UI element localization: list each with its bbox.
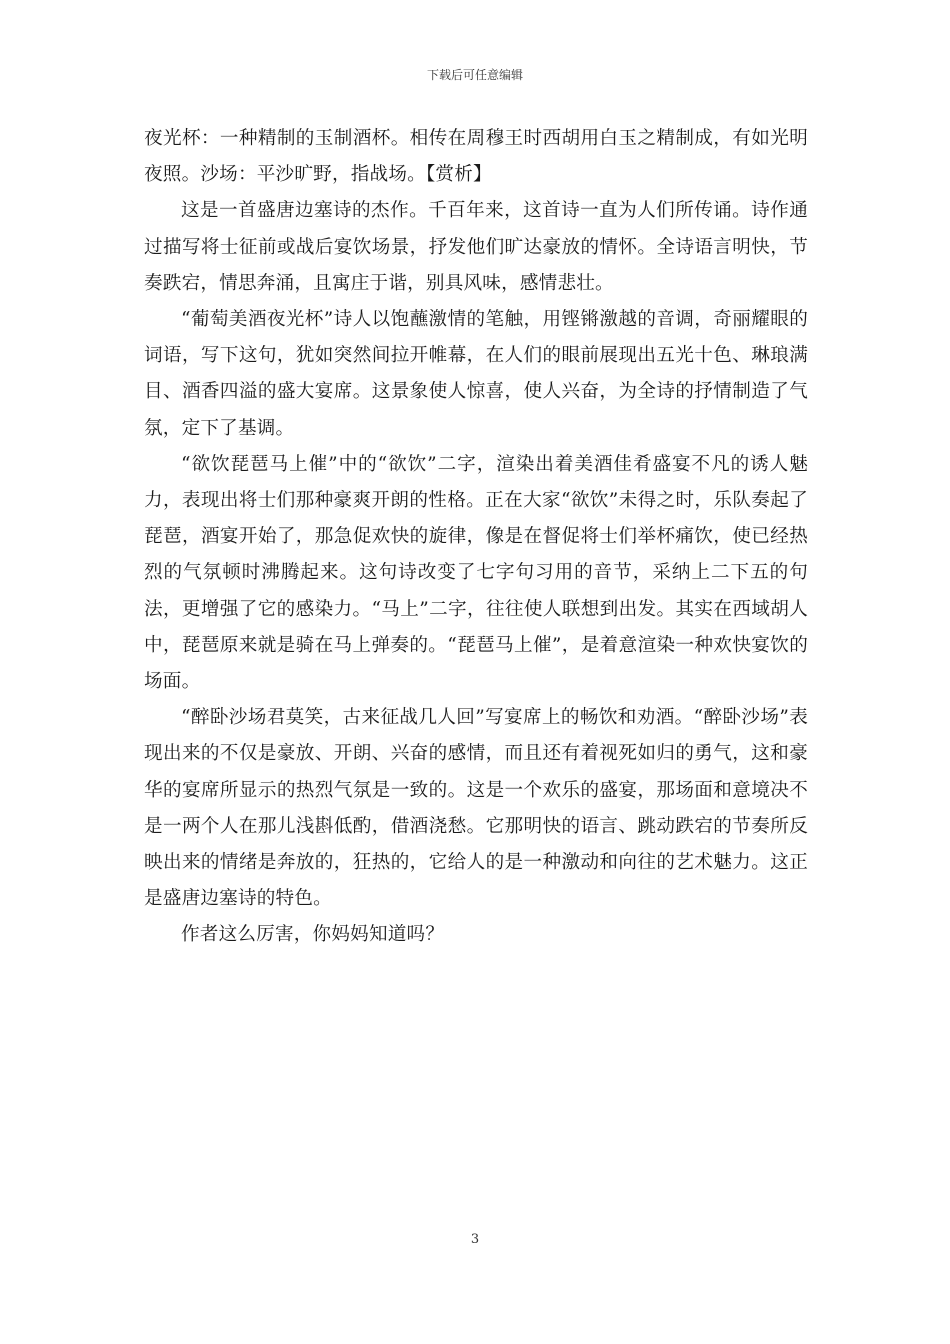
paragraph-line-three-four: “醉卧沙场君莫笑，古来征战几人回”写宴席上的畅饮和劝酒。“醉卧沙场”表现出来的不仅是豪放、开朗、兴奋的感情，而且还有着视死如归的勇气，这和豪华的宴席所显示的热烈气氛是一致的。这是一个欢乐的盛宴，那场面和意境决不是一两个人在那儿浅斟低酌，借酒浇愁。它那明快的语言、跳动跌宕的节奏所反映出来的情绪是奔放的，狂热的，它给人的是一种激动和向往的艺术魅力。这正是盛唐边塞诗的特色。 [144,707,808,910]
page-header: 下载后可任意编辑 [426,68,523,82]
paragraph-notes: 夜光杯：一种精制的玉制酒杯。相传在周穆王时西胡用白玉之精制成，有如光明夜照。沙场：平沙旷野，指战场。【赏析】 [144,128,808,186]
paragraph-line-one: “葡萄美酒夜光杯”诗人以饱蘸激情的笔触，用铿锵激越的音调，奇丽耀眼的词语，写下这句，犹如突然间拉开帷幕，在人们的眼前展现出五光十色、琳琅满目、酒香四溢的盛大宴席。这景象使人惊喜，使人兴奋，为全诗的抒情制造了气氛，定下了基调。 [144,309,808,439]
paragraph-line-two: “欲饮琵琶马上催”中的“欲饮”二字，渲染出着美酒佳肴盛宴不凡的诱人魅力，表现出将士们那种豪爽开朗的性格。正在大家“欲饮”未得之时，乐队奏起了琵琶，酒宴开始了，那急促欢快的旋律，像是在督促将士们举杯痛饮，使已经热烈的气氛顿时沸腾起来。这句诗改变了七字句习用的音节，采纳上二下五的句法，更增强了它的感染力。“马上”二字，往往使人联想到出发。其实在西域胡人中，琵琶原来就是骑在马上弹奏的。“琵琶马上催”，是着意渲染一种欢快宴饮的场面。 [144,453,808,693]
document-body [144,121,808,954]
paragraph-intro: 这是一首盛唐边塞诗的杰作。千百年来，这首诗一直为人们所传诵。诗作通过描写将士征前或战后宴饮场景，抒发他们旷达豪放的情怀。全诗语言明快，节奏跌宕，情思奔涌，且寓庄于谐，别具风味，感情悲壮。 [144,200,808,294]
page-number: 3 [470,1232,480,1247]
paragraph-closing: 作者这么厉害，你妈妈知道吗？ [181,924,445,946]
